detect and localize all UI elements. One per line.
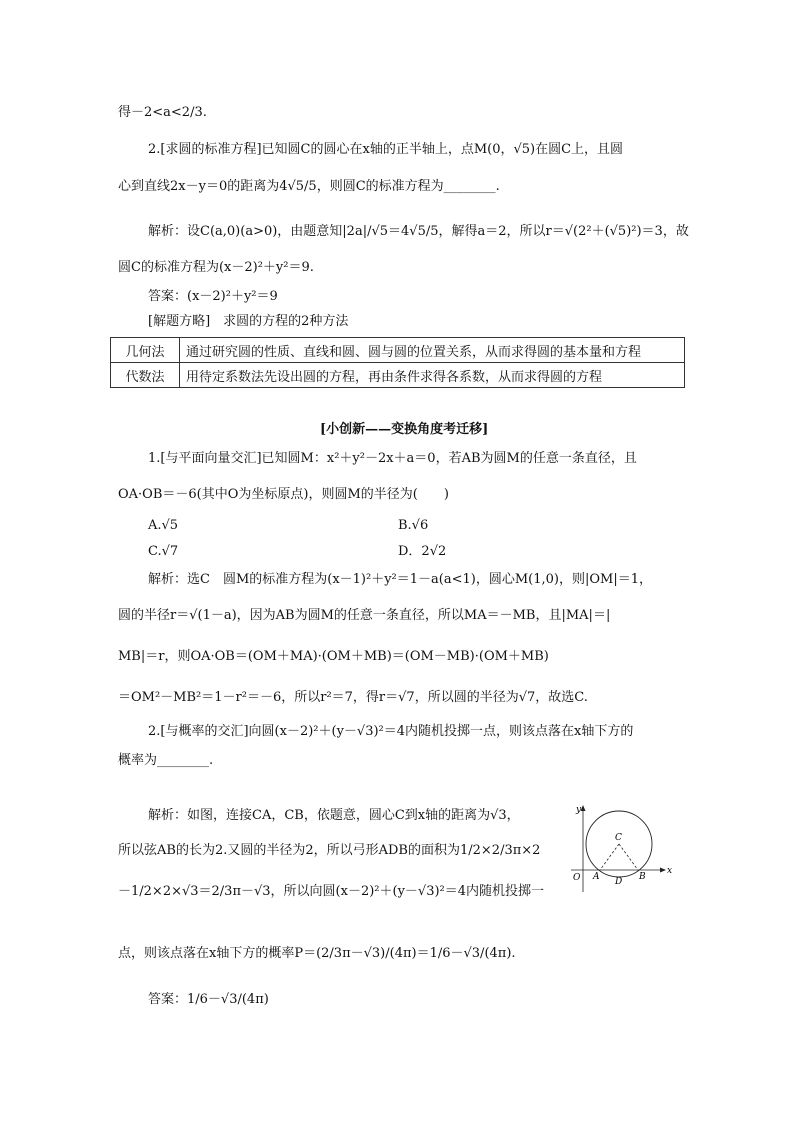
problem-2-line-1: 2.[求圆的标准方程]已知圆C的圆心在x轴的正半轴上，点M(0，√5)在圆C上，且圆 bbox=[148, 142, 624, 157]
options-row bbox=[0, 539, 794, 565]
method-name: 几何法 bbox=[111, 338, 180, 363]
x-axis-arrow bbox=[660, 868, 666, 873]
options-row bbox=[0, 513, 794, 539]
center-c-label: C bbox=[615, 833, 622, 843]
solution-1-line-4: ＝OM²－MB²＝1－r²＝－6，所以r²＝7，得r＝√7，所以圆的半径为√7，故选C. bbox=[118, 690, 588, 705]
solution-2-line-3: －1/2×2×√3＝2/3π－√3，所以向圆(x－2)²＋(y－√3)²＝4内随机投掷一 bbox=[118, 884, 545, 899]
solution-1-line-1: 解析：选C 圆M的标准方程为(x－1)²＋y²＝1－a(a<1)，圆心M(1,0)，则|OM|＝1， bbox=[148, 572, 652, 587]
text-line bbox=[0, 284, 794, 310]
problem-2-line-2: 心到直线2x－y＝0的距离为4√5/5，则圆C的标准方程为________. bbox=[118, 179, 500, 194]
answer-2-line: 答案：1/6－√3/(4π) bbox=[148, 992, 269, 1007]
text-line bbox=[0, 137, 794, 163]
problem-2b-line-2: 概率为________. bbox=[118, 753, 214, 768]
option-c: C.√7 bbox=[148, 544, 179, 559]
circle-diagram bbox=[563, 800, 681, 895]
point-b-label: B bbox=[639, 872, 646, 882]
text-line bbox=[0, 100, 794, 126]
solution-2-line-2: 所以弦AB的长为2.又圆的半径为2，所以弓形ADB的面积为1/2×2/3π×2 bbox=[118, 843, 541, 858]
text-line bbox=[0, 446, 794, 472]
text-line bbox=[0, 255, 794, 281]
method-desc: 用待定系数法先设出圆的方程，再由条件求得各系数，从而求得圆的方程 bbox=[180, 363, 685, 388]
problem-1-line-2: OA·OB＝－6(其中O为坐标原点)，则圆M的半径为( ) bbox=[118, 487, 449, 502]
option-d: D．2√2 bbox=[398, 544, 447, 559]
methods-table bbox=[110, 337, 685, 388]
point-a-label: A bbox=[593, 872, 600, 882]
text-line bbox=[0, 174, 794, 200]
table-row bbox=[111, 338, 685, 363]
origin-label: O bbox=[573, 873, 581, 883]
radius-ca bbox=[600, 844, 619, 870]
x-axis-label: x bbox=[667, 866, 673, 876]
solution-1-line-2: 圆的半径r＝√(1－a)，因为AB为圆M的任意一条直径，所以MA＝－MB，且|MA|＝| bbox=[118, 608, 611, 623]
text-line bbox=[0, 417, 794, 443]
continuation-line: 得－2<a<2/3. bbox=[118, 105, 207, 120]
solution-line-2: 圆C的标准方程为(x－2)²＋y²＝9. bbox=[118, 260, 314, 275]
text-line bbox=[0, 644, 794, 670]
problem-2b-line-1: 2.[与概率的交汇]向圆(x－2)²＋(y－√3)²＝4内随机投掷一点，则该点落在x轴下方的 bbox=[148, 724, 634, 739]
option-b: B.√6 bbox=[398, 518, 429, 533]
problem-1-line-1: 1.[与平面向量交汇]已知圆M：x²＋y²－2x＋a＝0，若AB为圆M的任意一条直径，且 bbox=[148, 451, 637, 466]
table-row bbox=[111, 363, 685, 388]
section-heading: [小创新——变换角度考迁移] bbox=[320, 422, 489, 437]
method-desc: 通过研究圆的性质、直线和圆、圆与圆的位置关系，从而求得圆的基本量和方程 bbox=[180, 338, 685, 363]
text-line bbox=[0, 748, 794, 774]
y-axis-arrow bbox=[581, 805, 586, 811]
text-line bbox=[0, 567, 794, 593]
text-line bbox=[0, 987, 794, 1013]
solution-2-line-1: 解析：如图，连接CA，CB，依题意，圆心C到x轴的距离为√3， bbox=[148, 808, 520, 823]
text-line bbox=[0, 719, 794, 745]
answer-line: 答案：(x－2)²＋y²＝9 bbox=[148, 289, 278, 304]
text-line bbox=[0, 941, 794, 967]
radius-cb bbox=[619, 844, 638, 870]
solution-2-line-4: 点，则该点落在x轴下方的概率P＝(2/3π－√3)/(4π)＝1/6－√3/(4π). bbox=[118, 946, 516, 961]
text-line bbox=[0, 309, 794, 335]
solution-line-1: 解析：设C(a,0)(a>0)，由题意知|2a|/√5＝4√5/5，解得a＝2，所以r＝√(2²＋(√5)²)＝3，故 bbox=[148, 224, 689, 239]
text-line bbox=[0, 685, 794, 711]
text-line bbox=[0, 219, 794, 245]
method-name: 代数法 bbox=[111, 363, 180, 388]
option-a: A.√5 bbox=[148, 518, 179, 533]
text-line bbox=[0, 603, 794, 629]
strategy-heading: [解题方略] 求圆的方程的2种方法 bbox=[148, 314, 349, 329]
solution-1-line-3: MB|＝r，则OA·OB＝(OM＋MA)·(OM＋MB)＝(OM－MB)·(OM＋MB) bbox=[118, 649, 549, 664]
point-d-label: D bbox=[615, 877, 623, 887]
text-line bbox=[0, 482, 794, 508]
y-axis-label: y bbox=[576, 805, 582, 815]
